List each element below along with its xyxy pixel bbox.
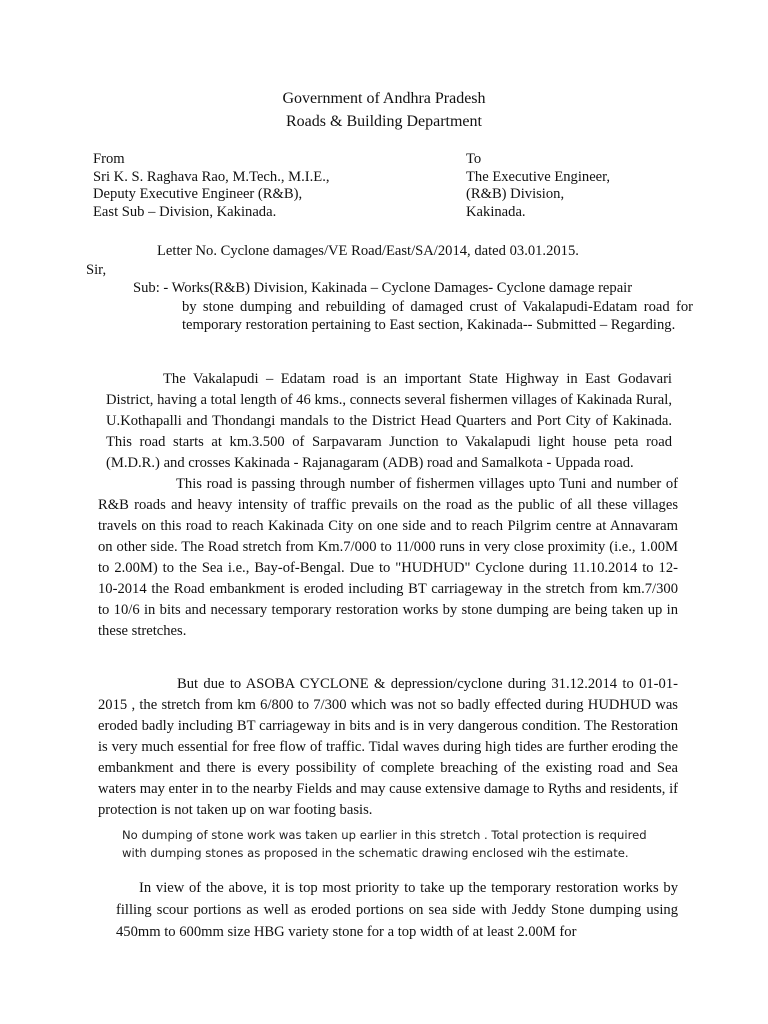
from-address — [93, 151, 413, 221]
paragraph-restoration-priority: In view of the above, it is top most priority to take up the temporary restoration works by filling scour portions as well as eroded portions on sea side with Jeddy Stone dumping using 450mm to 600mm size HBG variety stone for a top width of at least 2.00M for — [116, 880, 678, 940]
paragraph-road-description: The Vakalapudi – Edatam road is an important State Highway in East Godavari District, having a total length of 46 kms., connects several fishermen villages of Kakinada Rural, U.Kothapalli and Thondangi mandals to the District Head Quarters and Port City of Kakinada. This road starts at km.3.500 of Sarpavaram Junction to Vakalapudi light house peta road (M.D.R.) and crosses Kakinada - Rajanagaram (ADB) road and Samalkota - Uppada road. — [106, 371, 672, 471]
salutation: Sir, — [86, 262, 107, 278]
paragraph-asoba-cyclone: But due to ASOBA CYCLONE & depression/cyclone during 31.12.2014 to 01-01-2015 , the stretch from km 6/800 to 7/300 which was not so badly effected during HUDHUD was eroded badly including BT carriageway in bits and is in very dangerous condition. The Restoration is very much essential for free flow of traffic. Tidal waves during high tides are further eroding the embankment and there is every possibility of complete breaching of the existing road and Sea waters may enter in to the nearby Fields and may cause extensive damage to Ryths and residents, if protection is not taken up on war footing basis. — [98, 676, 678, 818]
paragraph-traffic-hudhud: This road is passing through number of fishermen villages upto Tuni and number of R&B roads and heavy intensity of traffic prevails on the road as the public of all these villages travels on this road to reach Kakinada City on one side and to reach Pilgrim centre at Annavaram on other side. The Road stretch from Km.7/000 to 11/000 runs in very close proximity (i.e., 1.00M to 2.00M) to the Sea i.e., Bay-of-Bengal. Due to "HUDHUD" Cyclone during 11.10.2014 to 12-10-2014 the Road embankment is eroded including BT carriageway in the stretch from km.7/300 to 10/6 in bits and necessary temporary restoration works by stone dumping are being taken up in these stretches. — [98, 476, 678, 639]
from-line: Sri K. S. Raghava Rao, M.Tech., M.I.E., — [93, 168, 330, 185]
subject-prefix: Sub: - — [133, 280, 172, 296]
subject-block — [133, 279, 693, 335]
from-line: East Sub – Division, Kakinada. — [93, 203, 277, 220]
subject-rest: by stone dumping and rebuilding of damaged crust of Vakalapudi-Edatam road for temporary restoration pertaining to East section, Kakinada-- Submitted – Regarding. — [182, 298, 693, 333]
header-government: Government of Andhra Pradesh — [282, 90, 486, 107]
from-line: Deputy Executive Engineer (R&B), — [93, 186, 303, 202]
note-line: with dumping stones as proposed in the schematic drawing enclosed wih the estimate. — [122, 846, 629, 860]
header-department: Roads & Building Department — [286, 113, 482, 130]
letter-header — [0, 87, 768, 133]
to-line: Kakinada. — [466, 203, 526, 220]
to-address — [466, 151, 726, 221]
to-line: (R&B) Division, — [466, 186, 565, 202]
note-block — [122, 826, 677, 862]
from-label: From — [93, 151, 125, 167]
to-label: To — [466, 151, 482, 167]
subject-first-text: Works(R&B) Division, Kakinada – Cyclone Damages- Cyclone damage repair — [171, 280, 633, 296]
subject-first-line — [133, 279, 693, 298]
note-line: No dumping of stone work was taken up earlier in this stretch . Total protection is required — [122, 828, 647, 842]
to-line: The Executive Engineer, — [466, 168, 611, 185]
letter-number: Letter No. Cyclone damages/VE Road/East/SA/2014, dated 03.01.2015. — [157, 243, 579, 259]
